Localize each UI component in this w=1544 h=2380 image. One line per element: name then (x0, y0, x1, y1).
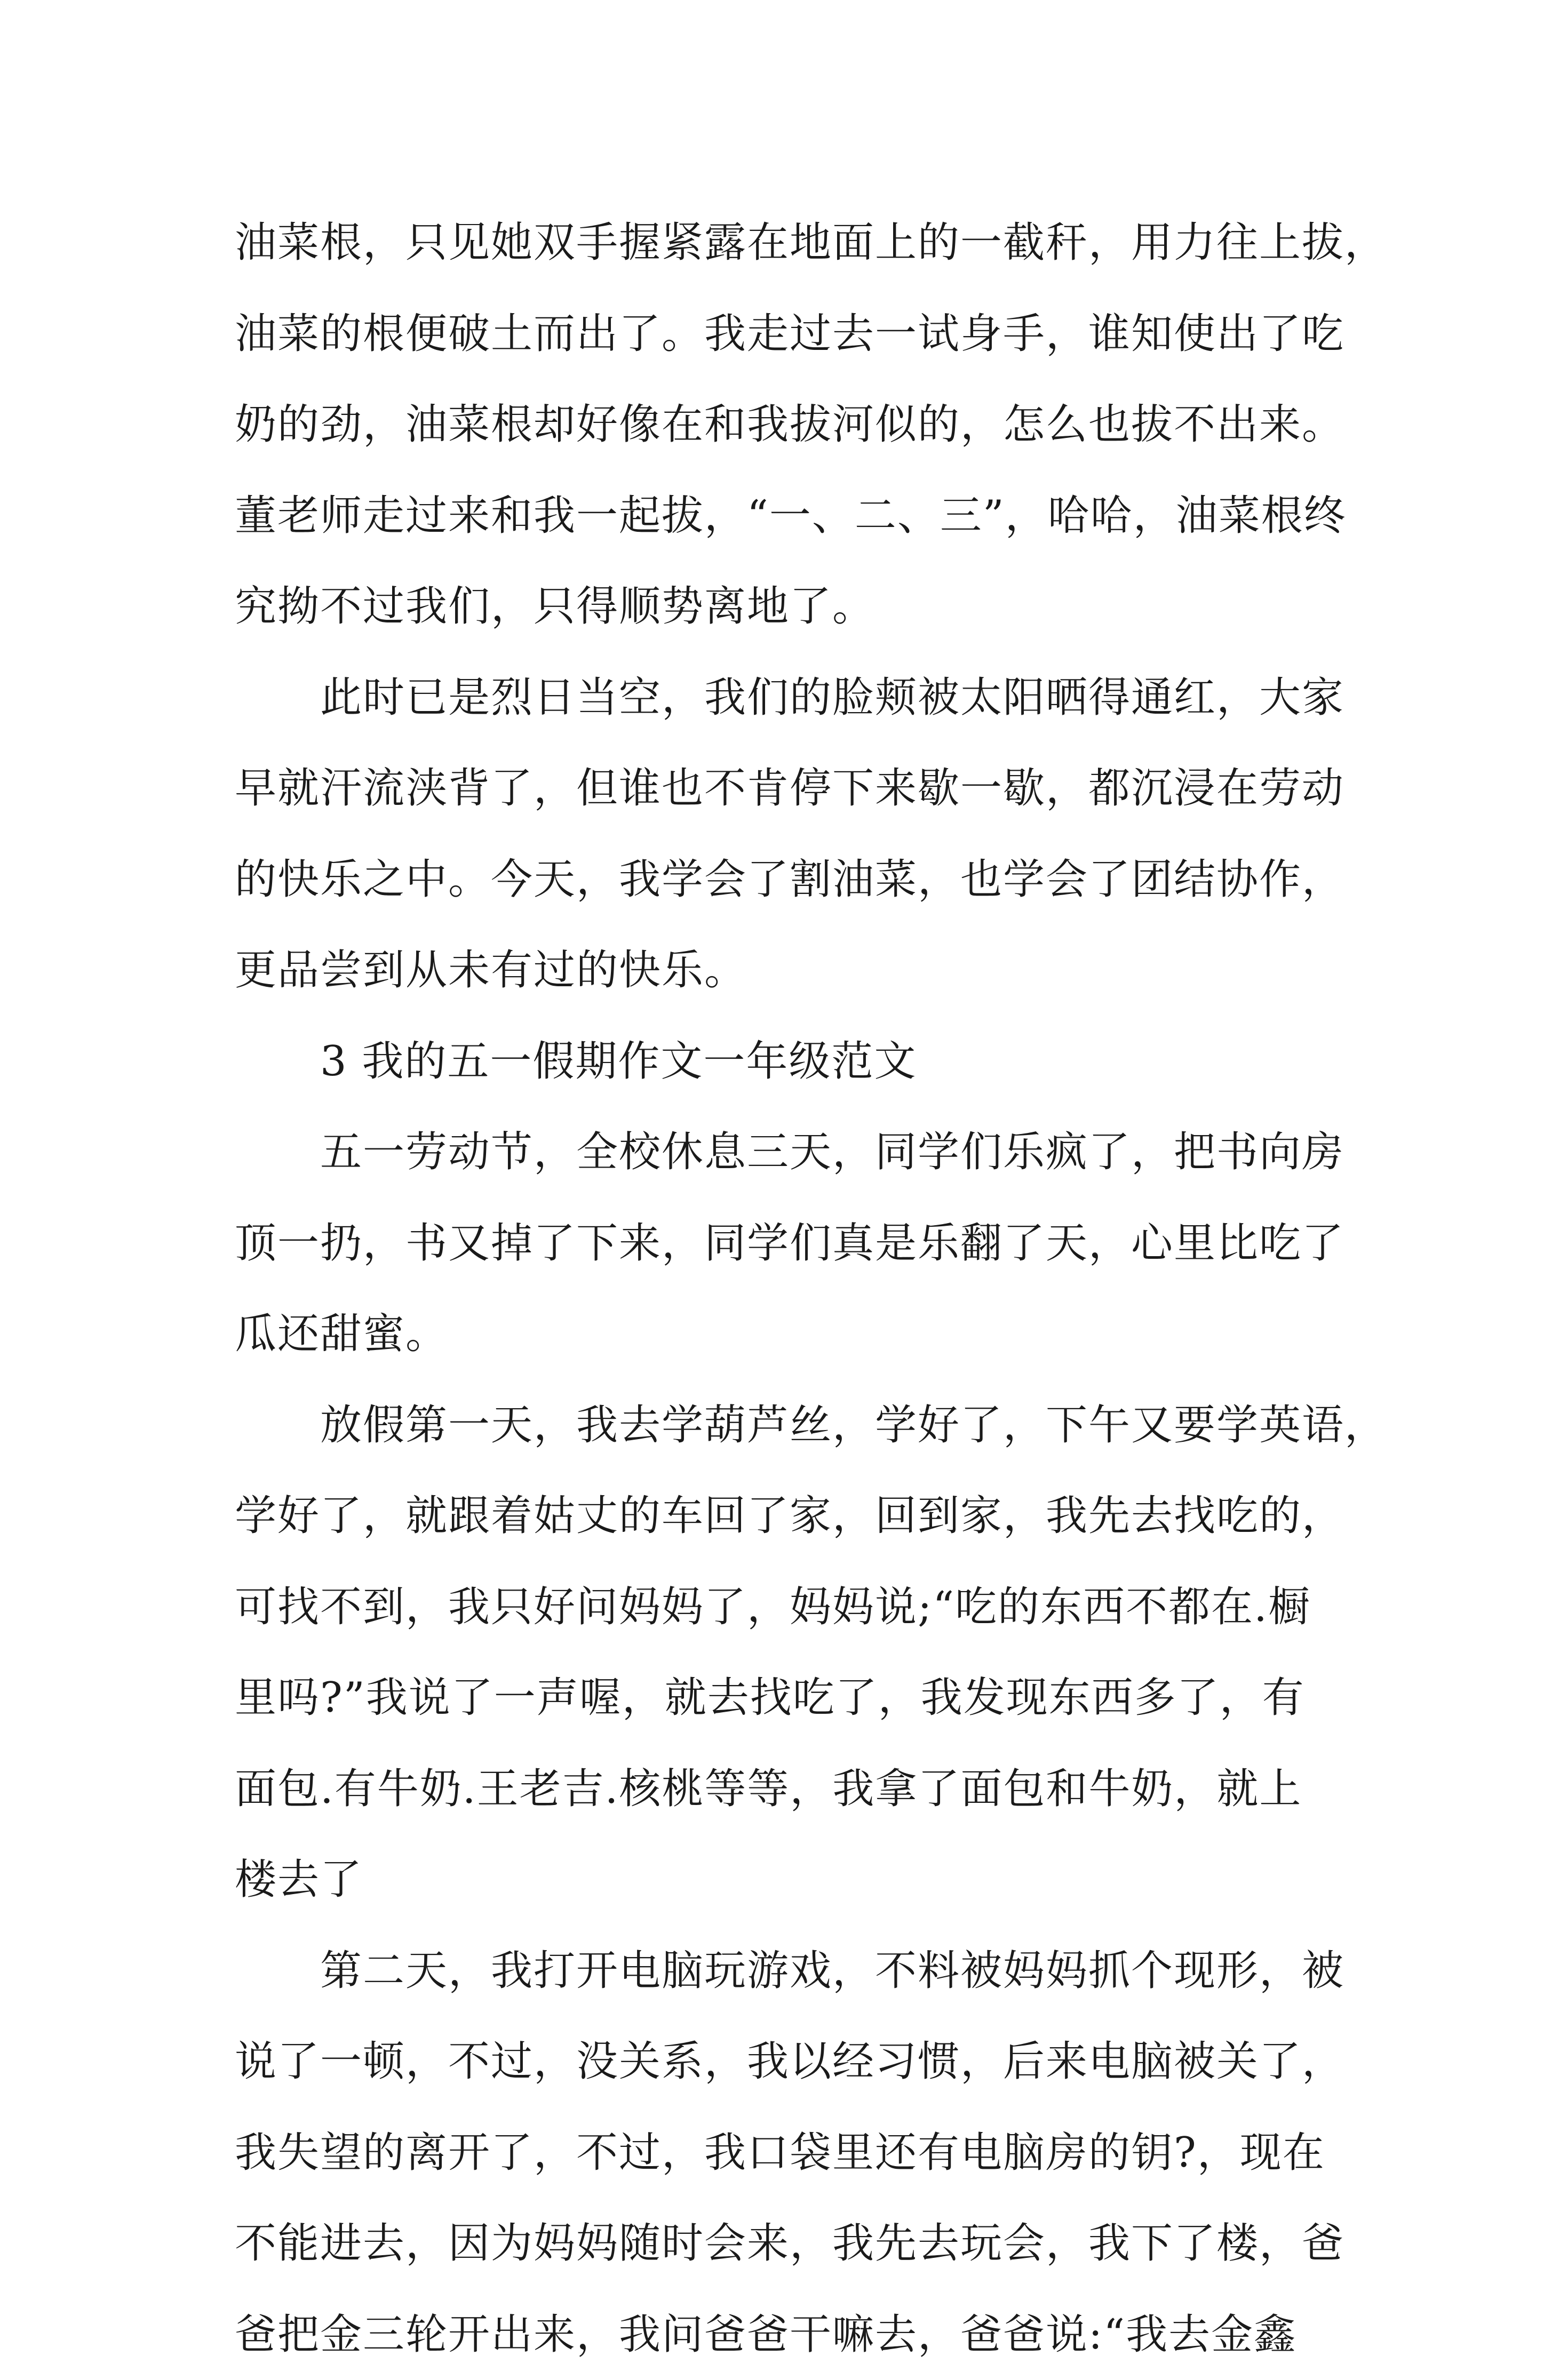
text-line: 油菜的根便破土而出了。我走过去一试身手，谁知使出了吃 (235, 289, 1334, 380)
text-line: 爸把金三轮开出来，我问爸爸干嘛去，爸爸说:“我去金鑫 (235, 2289, 1334, 2380)
text-line: 此时已是烈日当空，我们的脸颊被太阳晒得通红，大家 (235, 652, 1334, 744)
document-body-text (235, 197, 1334, 2380)
text-line: 不能进去，因为妈妈随时会来，我先去玩会，我下了楼，爸 (235, 2198, 1334, 2289)
text-line: 董老师走过来和我一起拔，“一、二、三”，哈哈，油菜根终 (235, 470, 1334, 562)
text-line: 早就汗流浃背了，但谁也不肯停下来歇一歇，都沉浸在劳动 (235, 743, 1334, 834)
text-line: 里吗?”我说了一声喔，就去找吃了，我发现东西多了，有 (235, 1652, 1334, 1744)
text-line: 放假第一天，我去学葫芦丝，学好了，下午又要学英语， (235, 1380, 1334, 1471)
text-line: 3 我的五一假期作文一年级范文 (235, 1016, 1334, 1107)
text-line: 更品尝到从未有过的快乐。 (235, 925, 1334, 1016)
text-line: 五一劳动节，全校休息三天，同学们乐疯了，把书向房 (235, 1107, 1334, 1198)
text-line: 学好了，就跟着姑丈的车回了家，回到家，我先去找吃的， (235, 1471, 1334, 1562)
text-line: 说了一顿，不过，没关系，我以经习惯，后来电脑被关了， (235, 2016, 1334, 2107)
text-line: 面包.有牛奶.王老吉.核桃等等，我拿了面包和牛奶，就上 (235, 1744, 1334, 1835)
text-line: 楼去了 (235, 1834, 1334, 1926)
text-line: 瓜还甜蜜。 (235, 1289, 1334, 1380)
text-line: 我失望的离开了，不过，我口袋里还有电脑房的钥?，现在 (235, 2107, 1334, 2199)
text-line: 可找不到，我只好问妈妈了，妈妈说;“吃的东西不都在.橱 (235, 1562, 1334, 1653)
text-line: 奶的劲，油菜根却好像在和我拔河似的，怎么也拔不出来。 (235, 379, 1334, 470)
text-line: 第二天，我打开电脑玩游戏，不料被妈妈抓个现形，被 (235, 1926, 1334, 2017)
text-line: 的快乐之中。今天，我学会了割油菜，也学会了团结协作， (235, 834, 1334, 925)
text-line: 究拗不过我们，只得顺势离地了。 (235, 561, 1334, 652)
text-line: 顶一扔，书又掉了下来，同学们真是乐翻了天，心里比吃了 (235, 1198, 1334, 1289)
text-line: 油菜根，只见她双手握紧露在地面上的一截秆，用力往上拔， (235, 197, 1334, 289)
